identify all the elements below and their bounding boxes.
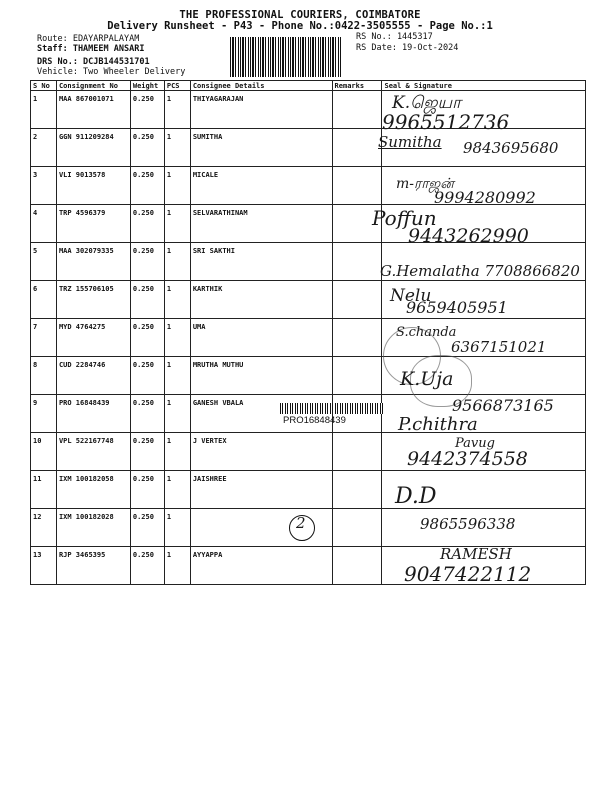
col-weight: Weight xyxy=(130,81,164,91)
cell-weight: 0.250 xyxy=(130,395,164,433)
cell-sno: 9 xyxy=(31,395,57,433)
cell-consignment-no: IXM 100182028 xyxy=(56,509,130,547)
cell-pcs: 1 xyxy=(164,91,190,129)
runsheet-subtitle: Delivery Runsheet - P43 - Phone No.:0422-3505555 - Page No.:1 xyxy=(107,20,493,32)
cell-pcs: 1 xyxy=(164,395,190,433)
cell-consignment-no: GGN 911209284 xyxy=(56,129,130,167)
cell-pcs: 1 xyxy=(164,167,190,205)
cell-consignment-no: PRO 16848439 xyxy=(56,395,130,433)
cell-remarks xyxy=(332,129,382,167)
signature-6: Nelu xyxy=(390,286,432,306)
cell-consignee: AYYAPPA xyxy=(190,547,332,585)
cell-weight: 0.250 xyxy=(130,243,164,281)
cell-remarks xyxy=(332,357,382,395)
cell-pcs: 1 xyxy=(164,281,190,319)
signature-5: G.Hemalatha 7708866820 xyxy=(380,262,580,280)
cell-sno: 3 xyxy=(31,167,57,205)
cell-sno: 8 xyxy=(31,357,57,395)
col-consignee: Consignee Details xyxy=(190,81,332,91)
phone-7: 6367151021 xyxy=(451,338,547,356)
cell-sno: 2 xyxy=(31,129,57,167)
phone-1: 9965512736 xyxy=(382,110,510,134)
table-row xyxy=(31,471,586,509)
cell-consignment-no: IXM 100182058 xyxy=(56,471,130,509)
cell-pcs: 1 xyxy=(164,129,190,167)
table-row xyxy=(31,357,586,395)
col-signature: Seal & Signature xyxy=(382,81,586,91)
consignment-barcode xyxy=(280,403,384,414)
cell-pcs: 1 xyxy=(164,509,190,547)
cell-consignment-no: TRP 4596379 xyxy=(56,205,130,243)
cell-weight: 0.250 xyxy=(130,357,164,395)
cell-sno: 10 xyxy=(31,433,57,471)
cell-weight: 0.250 xyxy=(130,319,164,357)
cell-consignment-no: MYD 4764275 xyxy=(56,319,130,357)
cell-remarks xyxy=(332,509,382,547)
col-pcs: PCS xyxy=(164,81,190,91)
cell-consignee: SUMITHA xyxy=(190,129,332,167)
cell-pcs: 1 xyxy=(164,471,190,509)
cell-consignee: KARTHIK xyxy=(190,281,332,319)
cell-consignee: MRUTHA MUTHU xyxy=(190,357,332,395)
cell-consignee: SELVARATHINAM xyxy=(190,205,332,243)
top-barcode xyxy=(230,37,342,61)
cell-sno: 4 xyxy=(31,205,57,243)
cell-consignment-no: MAA 867001071 xyxy=(56,91,130,129)
signature-7: S.chanda xyxy=(396,325,457,340)
drs-number: DRS No.: DCJB144531701 xyxy=(37,57,150,67)
table-header-row xyxy=(31,81,586,91)
cell-consignment-no: TRZ 155706105 xyxy=(56,281,130,319)
cell-pcs: 1 xyxy=(164,357,190,395)
cell-sno: 1 xyxy=(31,91,57,129)
cell-remarks xyxy=(332,243,382,281)
cell-weight: 0.250 xyxy=(130,91,164,129)
cell-pcs: 1 xyxy=(164,205,190,243)
phone-9: 9566873165 xyxy=(452,396,554,415)
cell-sno: 11 xyxy=(31,471,57,509)
vehicle-label: Vehicle: Two Wheeler Delivery xyxy=(37,67,186,77)
cell-consignee: THIYAGARAJAN xyxy=(190,91,332,129)
signature-2: Sumitha xyxy=(378,133,442,151)
cell-consignee: SRI SAKTHI xyxy=(190,243,332,281)
cell-consignee: JAISHREE xyxy=(190,471,332,509)
phone-2: 9843695680 xyxy=(463,139,559,157)
cell-weight: 0.250 xyxy=(130,547,164,585)
col-remarks: Remarks xyxy=(332,81,382,91)
phone-12: 9865596338 xyxy=(420,515,516,533)
cell-sno: 6 xyxy=(31,281,57,319)
signature-3: m-ராஜன் xyxy=(396,176,454,192)
phone-10: 9442374558 xyxy=(407,448,528,470)
route-label: Route: EDAYARPALAYAM xyxy=(37,34,140,44)
cell-remarks xyxy=(332,433,382,471)
cell-remarks xyxy=(332,91,382,129)
cell-remarks xyxy=(332,281,382,319)
signature-9: P.chithra xyxy=(398,414,478,435)
cell-remarks xyxy=(332,547,382,585)
cell-remarks xyxy=(332,471,382,509)
rs-date: RS Date: 19-Oct-2024 xyxy=(356,43,459,53)
signature-8: K.Uja xyxy=(400,368,454,390)
cell-pcs: 1 xyxy=(164,243,190,281)
cell-weight: 0.250 xyxy=(130,129,164,167)
cell-remarks xyxy=(332,319,382,357)
consignment-barcode-label: PRO16848439 xyxy=(283,415,346,426)
signature-10: Pavug xyxy=(455,436,495,451)
phone-4: 9443262990 xyxy=(408,225,529,247)
col-consignment: Consignment No xyxy=(56,81,130,91)
cell-consignment-no: RJP 3465395 xyxy=(56,547,130,585)
rs-number: RS No.: 1445317 xyxy=(356,32,433,42)
cell-remarks xyxy=(332,167,382,205)
signature-1: K.ஜெயா xyxy=(392,93,461,113)
cell-consignment-no: VPL 522167748 xyxy=(56,433,130,471)
signature-4: Poffun xyxy=(372,206,437,230)
phone-3: 9994280992 xyxy=(434,188,536,207)
circle-number: 2 xyxy=(296,514,306,532)
cell-consignee: J VERTEX xyxy=(190,433,332,471)
cell-consignee: GANESH VBALA xyxy=(190,395,332,433)
phone-6: 9659405951 xyxy=(406,298,508,317)
col-sno: S No xyxy=(31,81,57,91)
cell-pcs: 1 xyxy=(164,319,190,357)
cell-consignment-no: CUD 2284746 xyxy=(56,357,130,395)
cell-consignment-no: MAA 302079335 xyxy=(56,243,130,281)
cell-sno: 12 xyxy=(31,509,57,547)
cell-sno: 5 xyxy=(31,243,57,281)
signature-11: D.D xyxy=(395,484,437,509)
top-barcode-2 xyxy=(230,61,342,77)
company-title: THE PROFESSIONAL COURIERS, COIMBATORE xyxy=(179,9,421,21)
cell-consignee: UMA xyxy=(190,319,332,357)
phone-13: 9047422112 xyxy=(404,562,532,586)
cell-weight: 0.250 xyxy=(130,471,164,509)
cell-pcs: 1 xyxy=(164,433,190,471)
staff-label: Staff: THAMEEM ANSARI xyxy=(37,44,145,54)
cell-consignment-no: VLI 9013578 xyxy=(56,167,130,205)
signature-13: RAMESH xyxy=(440,545,512,563)
cell-weight: 0.250 xyxy=(130,281,164,319)
cell-sno: 13 xyxy=(31,547,57,585)
cell-consignee: MICALE xyxy=(190,167,332,205)
cell-pcs: 1 xyxy=(164,547,190,585)
cell-weight: 0.250 xyxy=(130,167,164,205)
cell-weight: 0.250 xyxy=(130,509,164,547)
cell-weight: 0.250 xyxy=(130,205,164,243)
cell-sno: 7 xyxy=(31,319,57,357)
cell-weight: 0.250 xyxy=(130,433,164,471)
